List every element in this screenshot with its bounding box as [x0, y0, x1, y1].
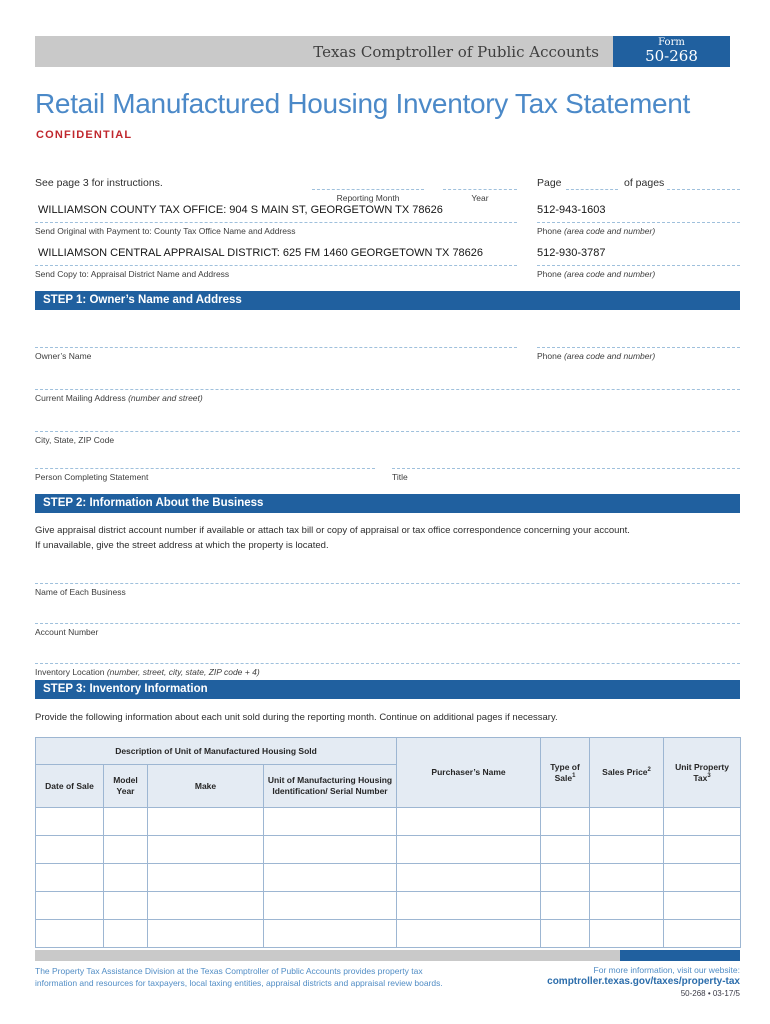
- pages-count-line[interactable]: [667, 189, 740, 190]
- appraisal-district-value[interactable]: WILLIAMSON CENTRAL APPRAISAL DISTRICT: 625 FM 1460 GEORGETOWN TX 78626: [38, 247, 484, 259]
- inventory-cell-r1-c8[interactable]: [664, 808, 741, 836]
- owner-name-label: Owner’s Name: [35, 351, 92, 361]
- inventory-cell-r5-c6[interactable]: [541, 920, 590, 948]
- inventory-cell-r4-c8[interactable]: [664, 892, 741, 920]
- city-state-zip-line[interactable]: [35, 431, 740, 432]
- inventory-cell-r4-c5[interactable]: [397, 892, 541, 920]
- inventory-cell-r3-c2[interactable]: [104, 864, 148, 892]
- reporting-month-line[interactable]: [312, 189, 424, 190]
- county-office-phone-line[interactable]: [537, 222, 740, 223]
- inventory-location-label: [35, 667, 260, 677]
- inventory-cell-r4-c2[interactable]: [104, 892, 148, 920]
- inventory-row: [36, 864, 741, 892]
- inventory-cell-r3-c4[interactable]: [264, 864, 397, 892]
- column-header-type-of-sale: [541, 738, 590, 808]
- reporting-month-label: Reporting Month: [336, 193, 400, 203]
- footer-more-info: For more information, visit our website:: [593, 965, 740, 975]
- inventory-cell-r2-c4[interactable]: [264, 836, 397, 864]
- inventory-row: [36, 920, 741, 948]
- form-label: Form: [658, 37, 685, 49]
- agency-bar: [35, 36, 613, 67]
- phone-label-text: Phone: [537, 351, 564, 361]
- footer-bar-gray: [35, 950, 620, 961]
- inventory-location-line[interactable]: [35, 663, 740, 664]
- inventory-cell-r1-c6[interactable]: [541, 808, 590, 836]
- footer-bar-blue: [620, 950, 740, 961]
- form-number: 50-268: [645, 46, 698, 65]
- step2-banner: STEP 2: Information About the Business: [35, 494, 740, 513]
- inventory-cell-r2-c5[interactable]: [397, 836, 541, 864]
- column-header-sup: 2: [647, 767, 651, 774]
- page-number-line[interactable]: [566, 189, 618, 190]
- appraisal-district-phone-line[interactable]: [537, 265, 740, 266]
- of-pages-label: of pages: [624, 177, 665, 189]
- column-header-sales-price: [590, 738, 664, 808]
- inventory-label-detail: (number, street, city, state, ZIP code + 4): [106, 667, 260, 677]
- owner-phone-label: [537, 351, 655, 361]
- inventory-cell-r2-c8[interactable]: [664, 836, 741, 864]
- county-office-phone-value[interactable]: 512-943-1603: [537, 204, 606, 216]
- column-header-sup: 1: [572, 772, 576, 779]
- column-header-purchaser: [397, 738, 541, 808]
- inventory-cell-r5-c1[interactable]: [36, 920, 104, 948]
- inventory-cell-r2-c2[interactable]: [104, 836, 148, 864]
- step3-banner: STEP 3: Inventory Information: [35, 680, 740, 699]
- inventory-cell-r4-c3[interactable]: [148, 892, 264, 920]
- inventory-cell-r4-c7[interactable]: [590, 892, 664, 920]
- column-header-sup: 3: [707, 772, 711, 779]
- table-group-header: Description of Unit of Manufactured Housing Sold: [36, 738, 397, 765]
- inventory-cell-r1-c5[interactable]: [397, 808, 541, 836]
- inventory-row: [36, 836, 741, 864]
- person-completing-line[interactable]: [35, 468, 375, 469]
- owner-name-line[interactable]: [35, 347, 517, 348]
- phone-label-detail: (area code and number): [563, 269, 656, 279]
- account-number-label: Account Number: [35, 627, 99, 637]
- appraisal-district-line[interactable]: [35, 265, 517, 266]
- mailing-label-text: Current Mailing Address: [35, 393, 129, 403]
- city-state-zip-label: City, State, ZIP Code: [35, 435, 115, 445]
- mailing-address-label: [35, 393, 203, 403]
- inventory-cell-r2-c3[interactable]: [148, 836, 264, 864]
- account-number-line[interactable]: [35, 623, 740, 624]
- inventory-table: [35, 737, 741, 948]
- inventory-label-text: Inventory Location: [35, 667, 107, 677]
- person-completing-label: Person Completing Statement: [35, 472, 149, 482]
- business-name-label: Name of Each Business: [35, 587, 126, 597]
- phone-label-text: Phone: [537, 226, 564, 236]
- inventory-cell-r3-c3[interactable]: [148, 864, 264, 892]
- inventory-cell-r3-c5[interactable]: [397, 864, 541, 892]
- footer-description-line1: The Property Tax Assistance Division at the Texas Comptroller of Public Accounts provides property tax: [35, 966, 423, 976]
- inventory-cell-r2-c6[interactable]: [541, 836, 590, 864]
- footer-description: [35, 965, 485, 989]
- inventory-cell-r5-c5[interactable]: [397, 920, 541, 948]
- step3-instructions: Provide the following information about each unit sold during the reporting month. Continue on additional pages if necessary.: [35, 712, 558, 723]
- page-title: Retail Manufactured Housing Inventory Tax Statement: [35, 88, 690, 119]
- mailing-label-detail: (number and street): [128, 393, 203, 403]
- title-label: Title: [392, 472, 408, 482]
- county-office-phone-label: [537, 226, 655, 236]
- inventory-cell-r2-c1[interactable]: [36, 836, 104, 864]
- inventory-cell-r5-c2[interactable]: [104, 920, 148, 948]
- year-line[interactable]: [443, 189, 517, 190]
- form-number-box: [613, 36, 730, 67]
- footer-website-link[interactable]: comptroller.texas.gov/taxes/property-tax: [547, 976, 740, 987]
- inventory-cell-r1-c1[interactable]: [36, 808, 104, 836]
- step2-instructions-line1: Give appraisal district account number if available or attach tax bill or copy of appraisal or tax office correspondence concerning your account.: [35, 525, 630, 536]
- title-line[interactable]: [392, 468, 740, 469]
- footer-form-version: 50-268 • 03-17/5: [680, 989, 740, 998]
- inventory-cell-r5-c4[interactable]: [264, 920, 397, 948]
- step1-banner: STEP 1: Owner’s Name and Address: [35, 291, 740, 310]
- inventory-cell-r4-c1[interactable]: [36, 892, 104, 920]
- inventory-cell-r5-c3[interactable]: [148, 920, 264, 948]
- footer-info: [440, 965, 740, 999]
- inventory-row: [36, 808, 741, 836]
- inventory-cell-r3-c7[interactable]: [590, 864, 664, 892]
- owner-phone-line[interactable]: [537, 347, 740, 348]
- inventory-cell-r5-c7[interactable]: [590, 920, 664, 948]
- inventory-cell-r5-c8[interactable]: [664, 920, 741, 948]
- phone-label-detail: (area code and number): [563, 351, 656, 361]
- inventory-cell-r1-c4[interactable]: [264, 808, 397, 836]
- agency-title: Texas Comptroller of Public Accounts: [313, 42, 599, 61]
- appraisal-district-label: Send Copy to: Appraisal District Name and Address: [35, 269, 230, 279]
- column-header-label: Unit Property Tax: [675, 761, 729, 783]
- column-header-make: Make: [148, 765, 264, 808]
- appraisal-district-phone-value[interactable]: 512-930-3787: [537, 247, 606, 259]
- step2-instructions-line2: If unavailable, give the street address at which the property is located.: [35, 540, 329, 551]
- column-header-label: Purchaser’s Name: [431, 767, 506, 778]
- county-office-line[interactable]: [35, 222, 517, 223]
- inventory-cell-r3-c6[interactable]: [541, 864, 590, 892]
- column-header-label: Type of Sale: [550, 761, 580, 783]
- instructions-note: See page 3 for instructions.: [35, 177, 163, 189]
- business-name-line[interactable]: [35, 583, 740, 584]
- confidential-label: CONFIDENTIAL: [36, 129, 133, 141]
- inventory-cell-r1-c2[interactable]: [104, 808, 148, 836]
- column-header-model-year: Model Year: [104, 765, 148, 808]
- column-header-serial-number: Unit of Manufacturing Housing Identification/ Serial Number: [264, 765, 397, 808]
- year-label: Year: [471, 193, 489, 203]
- column-header-date-of-sale: Date of Sale: [36, 765, 104, 808]
- inventory-cell-r1-c3[interactable]: [148, 808, 264, 836]
- appraisal-district-phone-label: [537, 269, 655, 279]
- inventory-cell-r3-c1[interactable]: [36, 864, 104, 892]
- county-office-label: Send Original with Payment to: County Tax Office Name and Address: [35, 226, 296, 236]
- footer-description-line2: information and resources for taxpayers, local taxing entities, appraisal districts and appraisal review boards.: [35, 978, 443, 988]
- phone-label-text: Phone: [537, 269, 564, 279]
- county-office-value[interactable]: WILLIAMSON COUNTY TAX OFFICE: 904 S MAIN ST, GEORGETOWN TX 78626: [38, 204, 443, 216]
- inventory-cell-r3-c8[interactable]: [664, 864, 741, 892]
- inventory-cell-r1-c7[interactable]: [590, 808, 664, 836]
- inventory-row: [36, 892, 741, 920]
- inventory-cell-r4-c4[interactable]: [264, 892, 397, 920]
- page-label: Page: [537, 177, 562, 189]
- mailing-address-line[interactable]: [35, 389, 740, 390]
- column-header-label: Sales Price: [602, 767, 648, 778]
- inventory-cell-r4-c6[interactable]: [541, 892, 590, 920]
- column-header-unit-property-tax: [664, 738, 741, 808]
- inventory-cell-r2-c7[interactable]: [590, 836, 664, 864]
- phone-label-detail: (area code and number): [563, 226, 656, 236]
